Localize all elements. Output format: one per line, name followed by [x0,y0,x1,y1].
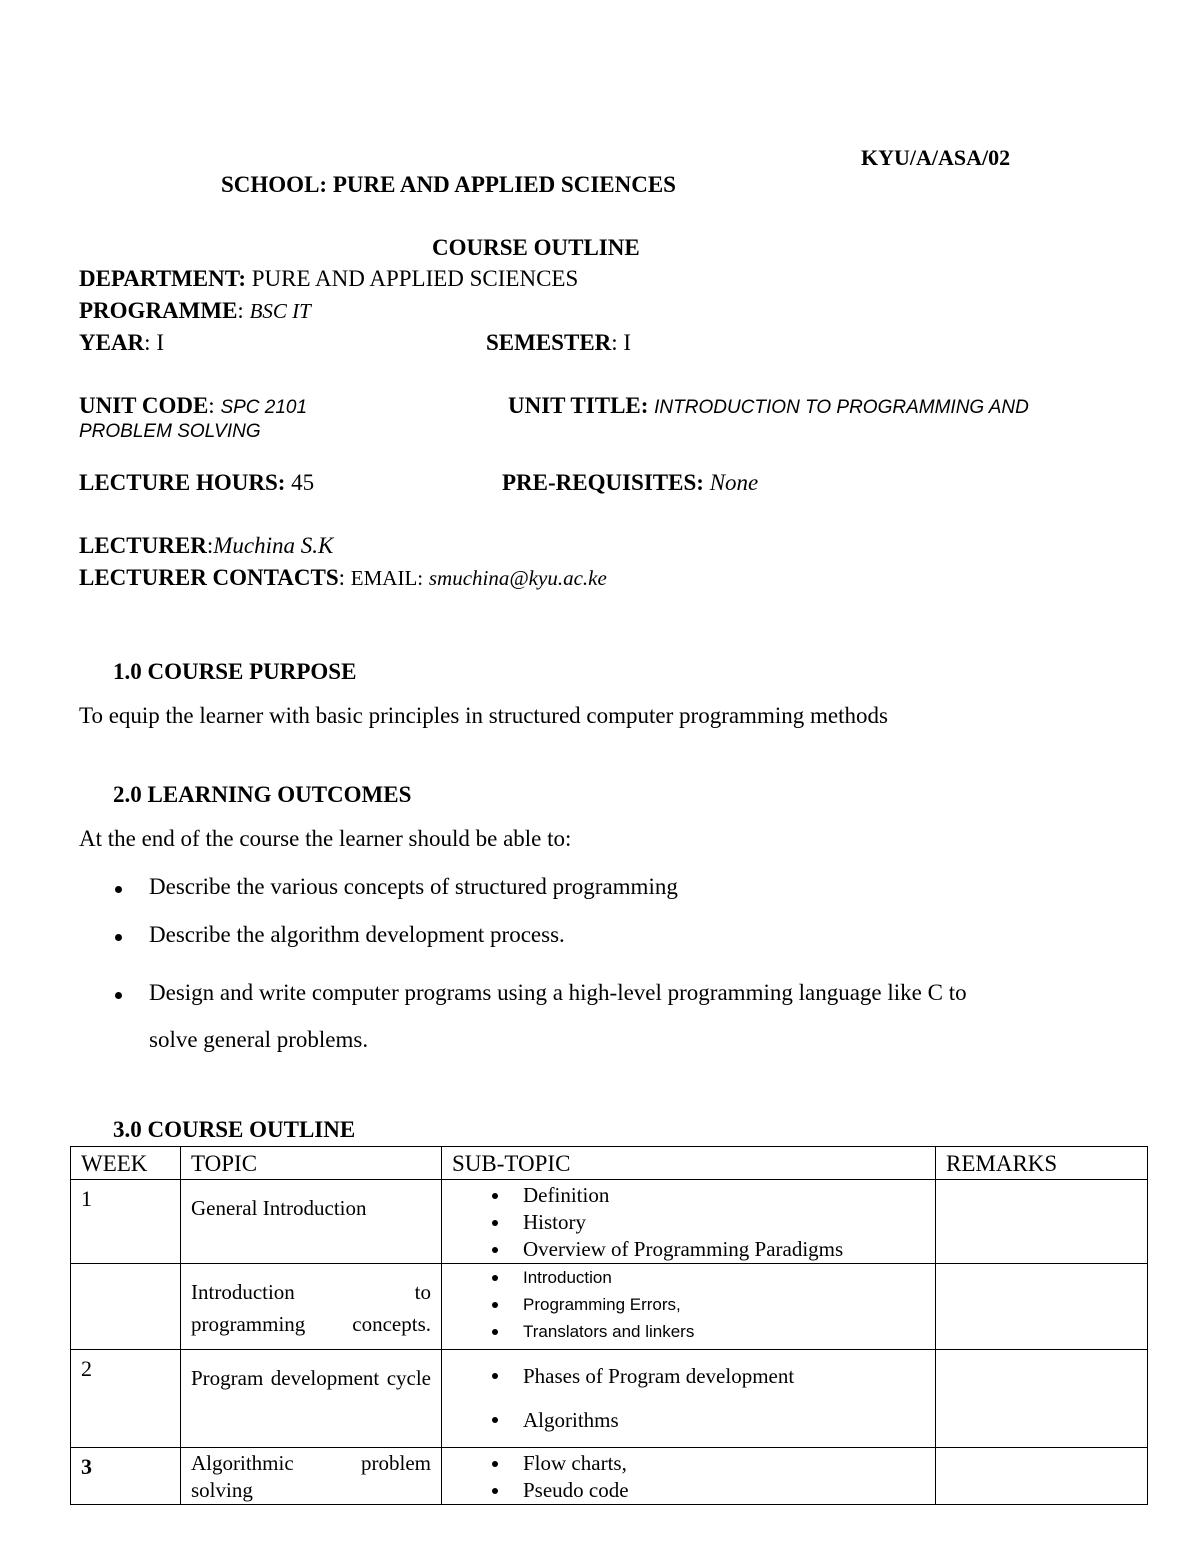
table-row [71,1448,1148,1505]
outcomes-list-2 [113,921,565,949]
contacts-line: LECTURER CONTACTS: EMAIL: smuchina@kyu.ac.ke [79,565,607,590]
list-item: Design and write computer programs using a high-level programming language like C to [113,979,967,1007]
outcomes-heading [113,782,411,808]
subtopic-item: Definition [442,1182,935,1209]
programme-label: PROGRAMME [79,298,238,323]
email-value: smuchina@kyu.ac.ke [428,566,607,590]
programme-value: BSC IT [249,299,311,323]
subtopic-item: Introduction [442,1264,935,1291]
subtopic-cell [442,1180,936,1264]
list-item: Describe the algorithm development process. [113,921,565,949]
prerequisites-label: PRE-REQUISITES: [502,470,704,495]
column-header-topic: TOPIC [181,1147,442,1180]
lecture-hours-line [79,470,314,496]
department-value: PURE AND APPLIED SCIENCES [251,266,579,291]
table-row [71,1180,1148,1264]
contacts-label: LECTURER CONTACTS [79,565,339,590]
subtopic-item: Translators and linkers [442,1318,935,1345]
semester-line: SEMESTER: I [486,330,632,355]
list-item: Describe the various concepts of structured programming [113,873,678,901]
outline-title: COURSE OUTLINE [432,235,640,260]
unit-title-line [508,393,1029,419]
department-line [79,266,578,292]
year-value: I [156,330,164,355]
school-heading: SCHOOL: PURE AND APPLIED SCIENCES [221,172,676,197]
table-row [71,1350,1148,1448]
department-label: DEPARTMENT: [79,266,246,291]
outcomes-heading-text: LEARNING OUTCOMES [147,782,412,807]
course-outline-heading [113,1117,355,1143]
subtopic-cell [442,1448,936,1505]
subtopic-item: History [442,1209,935,1236]
semester-value: I [623,330,632,355]
lecturer-value: Muchina S.K [213,533,334,558]
unit-title-label: UNIT TITLE: [508,393,649,418]
week-cell: 3 [71,1448,181,1505]
lecturer-label: LECTURER [79,533,207,558]
lecture-hours-label: LECTURE HOURS: [79,470,286,495]
outcomes-list-3 [113,979,967,1007]
outcomes-number: 2.0 [113,782,142,807]
outcomes-intro: At the end of the course the learner should be able to: [79,826,572,851]
semester-label: SEMESTER [486,330,612,355]
subtopic-item: Programming Errors, [442,1291,935,1318]
week-cell: 2 [71,1350,181,1448]
unit-code-value: SPC 2101 [220,397,308,418]
remarks-cell [936,1448,1148,1505]
course-outline-heading-text: COURSE OUTLINE [147,1117,356,1142]
subtopic-item: Algorithms [442,1398,935,1442]
course-outline-number: 3.0 [113,1117,142,1142]
lecturer-line: LECTURER:Muchina S.K [79,533,334,558]
programme-line: PROGRAMME: BSC IT [79,298,311,323]
unit-title-value: INTRODUCTION TO PROGRAMMING AND [654,397,1029,418]
outcomes-list [113,873,678,901]
unit-title-value-continued: PROBLEM SOLVING [79,421,261,442]
topic-cell: Program development cycle [181,1350,442,1448]
subtopic-item: Phases of Program development [442,1354,935,1398]
unit-code-line: UNIT CODE: SPC 2101 [79,393,308,418]
topic-cell: Introduction to programming concepts. [181,1264,442,1350]
remarks-cell [936,1180,1148,1264]
remarks-cell [936,1350,1148,1448]
purpose-number: 1.0 [113,659,142,684]
prerequisites-value: None [709,470,759,495]
subtopic-cell [442,1264,936,1350]
subtopic-item: Pseudo code [442,1477,935,1504]
column-header-week: WEEK [71,1147,181,1180]
purpose-heading-text: COURSE PURPOSE [147,659,357,684]
subtopic-cell [442,1350,936,1448]
year-line: YEAR: I [79,330,164,355]
purpose-text: To equip the learner with basic principles in structured computer programming methods [79,703,888,728]
purpose-heading [113,659,356,685]
document-code: KYU/A/ASA/02 [861,145,1011,170]
week-cell: 1 [71,1180,181,1264]
course-outline-table [70,1146,1148,1505]
subtopic-item: Overview of Programming Paradigms [442,1236,935,1263]
prerequisites-line [502,470,758,496]
email-label: EMAIL: [350,566,424,590]
topic-cell: General Introduction [181,1180,442,1264]
list-item-continuation: solve general problems. [149,1027,369,1052]
unit-code-label: UNIT CODE [79,393,209,418]
year-label: YEAR [79,330,145,355]
table-row [71,1264,1148,1350]
lecture-hours-value: 45 [291,470,315,495]
column-header-subtopic: SUB-TOPIC [442,1147,936,1180]
table-header-row [71,1147,1148,1180]
column-header-remarks: REMARKS [936,1147,1148,1180]
subtopic-item: Flow charts, [442,1450,935,1477]
week-cell [71,1264,181,1350]
remarks-cell [936,1264,1148,1350]
topic-cell: Algorithmic problem solving [181,1448,442,1505]
